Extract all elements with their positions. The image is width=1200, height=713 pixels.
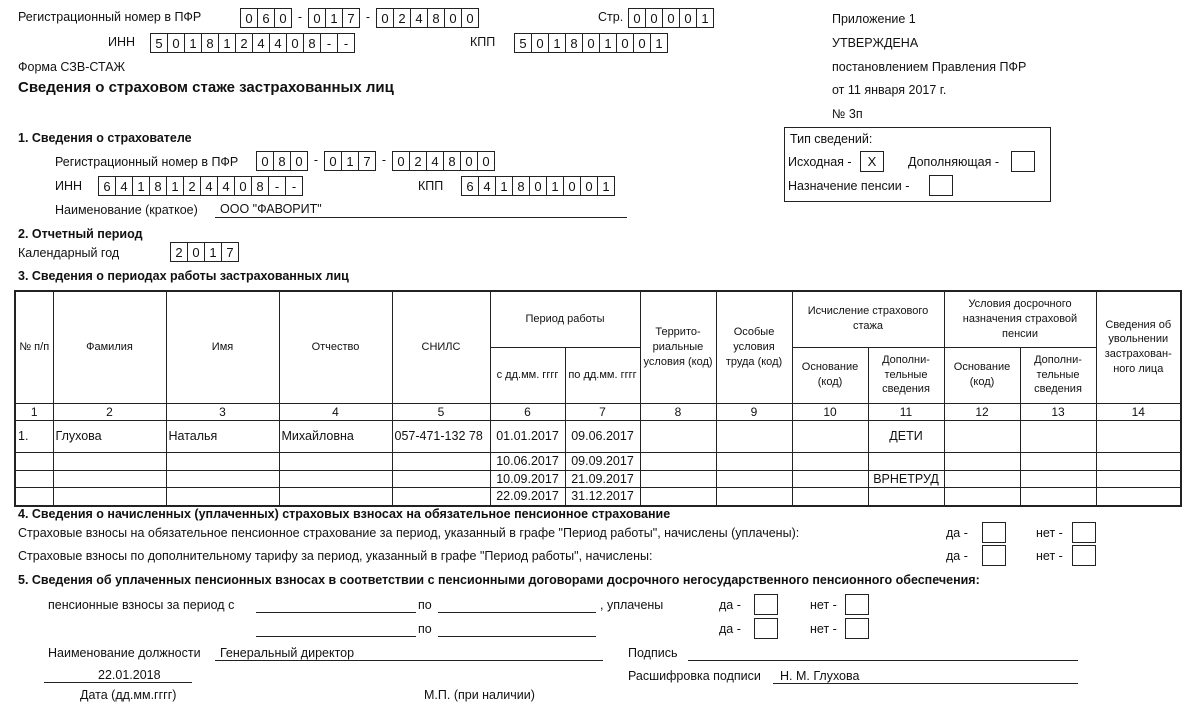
digit-cell: 0 — [287, 33, 304, 53]
digit-cell: 1 — [651, 33, 668, 53]
pension-label: Назначение пенсии - — [788, 179, 910, 193]
s4-no1-label: нет - — [1036, 526, 1063, 540]
digit-cell: 0 — [581, 176, 598, 196]
s1-name-value: ООО "ФАВОРИТ" — [220, 202, 322, 216]
digit-cell: 0 — [532, 33, 549, 53]
th-patronymic: Отчество — [279, 291, 392, 403]
digit-cell: 4 — [479, 176, 496, 196]
s4-no2-label: нет - — [1036, 549, 1063, 563]
additional-label: Дополняющая - — [908, 155, 999, 169]
cell-to[interactable]: 09.06.2017 — [565, 420, 640, 452]
th-early-extra: Дополни-тельные сведения — [1020, 347, 1096, 403]
table-row — [15, 488, 1181, 506]
digit-cell: 1 — [598, 176, 615, 196]
digit-cell: 7 — [343, 8, 360, 28]
digit-cell: 0 — [461, 151, 478, 171]
digit-cell: 8 — [304, 33, 321, 53]
digit-cell: 4 — [270, 33, 287, 53]
appendix-line-1: Приложение 1 — [832, 12, 916, 26]
s4-yes1-label: да - — [946, 526, 968, 540]
s5-yes2-checkbox[interactable] — [754, 618, 778, 639]
cell-calc-extra[interactable]: ВРНЕТРУД — [868, 470, 944, 488]
cell-to[interactable]: 21.09.2017 — [565, 470, 640, 488]
digit-cell: 6 — [258, 8, 275, 28]
digit-cell: 1 — [547, 176, 564, 196]
column-number: 13 — [1020, 403, 1096, 420]
digit-cell: 4 — [116, 176, 133, 196]
cell-patronymic[interactable]: Михайловна — [279, 420, 392, 452]
digit-cell: 1 — [167, 176, 184, 196]
digit-cell: 0 — [680, 8, 697, 28]
th-snils: СНИЛС — [392, 291, 490, 403]
digit-cell: 0 — [462, 8, 479, 28]
digit-cell: 6 — [98, 176, 116, 196]
initial-checkbox[interactable]: X — [860, 151, 884, 172]
digit-cell: 2 — [236, 33, 253, 53]
digit-cell: 8 — [150, 176, 167, 196]
digit-cell: 4 — [427, 151, 444, 171]
digit-cell: 0 — [291, 151, 308, 171]
digit-cell: 0 — [628, 8, 646, 28]
additional-checkbox[interactable] — [1011, 151, 1035, 172]
digit-cell: 4 — [411, 8, 428, 28]
digit-cell: - — [269, 176, 286, 196]
s4-yes1-checkbox[interactable] — [982, 522, 1006, 543]
cell-from[interactable]: 10.09.2017 — [490, 470, 565, 488]
digit-cell: 0 — [240, 8, 258, 28]
digit-cell: 8 — [444, 151, 461, 171]
top-inn-label: ИНН — [108, 35, 136, 49]
position-label: Наименование должности — [48, 646, 201, 660]
digit-cell: 5 — [150, 33, 168, 53]
cell-dismissal[interactable] — [1096, 420, 1181, 452]
cell-early-basis[interactable] — [944, 420, 1020, 452]
section1-heading: 1. Сведения о страхователе — [18, 131, 192, 145]
top-reg-number[interactable]: 0 6 0 - 0 1 7 - 0 2 4 8 0 0 — [240, 8, 479, 28]
s5-yes1-label: да - — [719, 598, 741, 612]
digit-cell: 1 — [342, 151, 359, 171]
s5-to-field-2[interactable] — [438, 621, 596, 637]
section3-heading: 3. Сведения о периодах работы застрахованных лиц — [18, 269, 349, 283]
th-early-basis: Основание (код) — [944, 347, 1020, 403]
column-number: 12 — [944, 403, 1020, 420]
s4-no1-checkbox[interactable] — [1072, 522, 1096, 543]
decode-value: Н. М. Глухова — [780, 669, 860, 683]
s5-period-label: пенсионные взносы за период с — [48, 598, 235, 612]
column-number: 10 — [792, 403, 868, 420]
table-row — [15, 420, 1181, 452]
s5-yes1-checkbox[interactable] — [754, 594, 778, 615]
digit-cell: 1 — [185, 33, 202, 53]
column-number: 6 — [490, 403, 565, 420]
digit-cell: 6 — [461, 176, 479, 196]
digit-cell: 2 — [410, 151, 427, 171]
s5-to-label-1: по — [418, 598, 432, 612]
s1-kpp-label: КПП — [418, 179, 444, 193]
s5-no2-label: нет - — [810, 622, 837, 636]
cell-from[interactable]: 22.09.2017 — [490, 488, 565, 506]
th-special: Особые условия труда (код) — [716, 291, 792, 403]
digit-cell: 4 — [253, 33, 270, 53]
section5-heading: 5. Сведения об уплаченных пенсионных взносах в соответствии с пенсионными договорами досрочного негосударственного пенсионного обеспечения: — [18, 573, 980, 587]
digit-cell: 8 — [513, 176, 530, 196]
th-period: Период работы — [490, 291, 640, 347]
work-periods-table — [14, 290, 1182, 507]
digit-cell: 4 — [218, 176, 235, 196]
appendix-line-4: от 11 января 2017 г. — [832, 83, 947, 97]
column-number: 3 — [166, 403, 279, 420]
digit-cell: 0 — [564, 176, 581, 196]
digit-cell: 0 — [634, 33, 651, 53]
digit-cell: 8 — [428, 8, 445, 28]
column-number: 2 — [53, 403, 166, 420]
th-calc-basis: Основание (код) — [792, 347, 868, 403]
digit-cell: 8 — [274, 151, 291, 171]
digit-cell: 0 — [646, 8, 663, 28]
digit-cell: 1 — [600, 33, 617, 53]
digit-cell: - — [286, 176, 303, 196]
s4-line2: Страховые взносы по дополнительному тарифу за период, указанный в графе "Период работы", начислены: — [18, 549, 653, 563]
digit-cell: 7 — [222, 242, 239, 262]
cell-territorial[interactable] — [640, 420, 716, 452]
digit-cell: 0 — [324, 151, 342, 171]
cell-to[interactable]: 09.09.2017 — [565, 452, 640, 470]
section4-heading: 4. Сведения о начисленных (уплаченных) страховых взносах на обязательное пенсионное страхование — [18, 507, 671, 521]
digit-cell: 0 — [235, 176, 252, 196]
cell-snils[interactable]: 057-471-132 78 — [392, 420, 490, 452]
signature-label: Подпись — [628, 646, 678, 660]
digit-cell: 1 — [496, 176, 513, 196]
digit-cell: 0 — [188, 242, 205, 262]
cell-calc-extra[interactable] — [868, 452, 944, 470]
page-title: Сведения о страховом стаже застрахованных лиц — [18, 79, 394, 96]
digit-cell: 0 — [275, 8, 292, 28]
th-calc: Исчисление страхового стажа — [792, 291, 944, 347]
stamp-label: М.П. (при наличии) — [424, 688, 535, 702]
appendix-line-3: постановлением Правления ПФР — [832, 60, 1027, 74]
page-label: Стр. — [598, 10, 624, 24]
s1-name-label: Наименование (краткое) — [55, 203, 198, 217]
year-cells[interactable] — [170, 242, 239, 262]
column-number: 11 — [868, 403, 944, 420]
pension-checkbox[interactable] — [929, 175, 953, 196]
s1-inn[interactable] — [98, 176, 303, 196]
s1-inn-label: ИНН — [55, 179, 83, 193]
top-inn[interactable] — [150, 33, 355, 53]
column-number: 9 — [716, 403, 792, 420]
s4-no2-checkbox[interactable] — [1072, 545, 1096, 566]
s5-from-field-1[interactable] — [256, 597, 416, 613]
th-early: Условия досрочного назначения страховой пенсии — [944, 291, 1096, 347]
top-kpp[interactable] — [514, 33, 668, 53]
s5-to-label-2: по — [418, 622, 432, 636]
top-reg-label: Регистрационный номер в ПФР — [18, 10, 202, 24]
cell-special[interactable] — [716, 420, 792, 452]
s5-paid-label: , уплачены — [600, 598, 664, 612]
th-surname: Фамилия — [53, 291, 166, 403]
cell-num[interactable]: 1. — [15, 420, 53, 452]
appendix-line-5: № 3п — [832, 107, 863, 121]
cell-calc-extra[interactable]: ДЕТИ — [868, 420, 944, 452]
date-label: Дата (дд.мм.гггг) — [80, 688, 177, 702]
digit-cell: 8 — [566, 33, 583, 53]
digit-cell: 2 — [394, 8, 411, 28]
digit-cell: 0 — [256, 151, 274, 171]
cell-surname[interactable]: Глухова — [53, 420, 166, 452]
cell-calc-basis[interactable] — [792, 420, 868, 452]
cell-from[interactable]: 01.01.2017 — [490, 420, 565, 452]
digit-cell: 0 — [445, 8, 462, 28]
form-label: Форма СЗВ-СТАЖ — [18, 60, 126, 74]
th-num: № п/п — [15, 291, 53, 403]
digit-cell: 1 — [219, 33, 236, 53]
th-to: по дд.мм. гггг — [565, 347, 640, 403]
digit-cell: 7 — [359, 151, 376, 171]
digit-cell: 0 — [308, 8, 326, 28]
cell-early-extra[interactable] — [1020, 420, 1096, 452]
column-number: 8 — [640, 403, 716, 420]
page-number[interactable] — [628, 8, 714, 28]
digit-cell: - — [338, 33, 355, 53]
s1-reg-number[interactable]: 0 8 0 - 0 1 7 - 0 2 4 8 0 0 — [256, 151, 495, 171]
digit-cell: 4 — [201, 176, 218, 196]
cell-calc-extra[interactable] — [868, 488, 944, 506]
s5-no1-label: нет - — [810, 598, 837, 612]
s1-kpp[interactable] — [461, 176, 615, 196]
digit-cell: 8 — [202, 33, 219, 53]
digit-cell: 2 — [184, 176, 201, 196]
s4-line1: Страховые взносы на обязательное пенсионное страхование за период, указанный в графе "Период работы", начислены (уплачены): — [18, 526, 800, 540]
digit-cell: 0 — [168, 33, 185, 53]
s5-from-field-2[interactable] — [256, 621, 416, 637]
digit-cell: 0 — [583, 33, 600, 53]
column-number: 7 — [565, 403, 640, 420]
cell-to[interactable]: 31.12.2017 — [565, 488, 640, 506]
appendix-line-2: УТВЕРЖДЕНА — [832, 36, 919, 50]
digit-cell: 2 — [170, 242, 188, 262]
cell-from[interactable]: 10.06.2017 — [490, 452, 565, 470]
digit-cell: 0 — [478, 151, 495, 171]
s5-no2-checkbox[interactable] — [845, 618, 869, 639]
s5-to-field-1[interactable] — [438, 597, 596, 613]
decode-label: Расшифровка подписи — [628, 669, 761, 683]
th-dismissal: Сведения об увольнении застрахован-ного лица — [1096, 291, 1181, 403]
digit-cell: 8 — [252, 176, 269, 196]
s4-yes2-checkbox[interactable] — [982, 545, 1006, 566]
date-value: 22.01.2018 — [98, 668, 161, 682]
s5-yes2-label: да - — [719, 622, 741, 636]
digit-cell: 1 — [133, 176, 150, 196]
column-number: 4 — [279, 403, 392, 420]
digit-cell: 0 — [663, 8, 680, 28]
digit-cell: - — [321, 33, 338, 53]
th-from: с дд.мм. гггг — [490, 347, 565, 403]
digit-cell: 1 — [697, 8, 714, 28]
info-type-title: Тип сведений: — [790, 132, 873, 146]
s4-yes2-label: да - — [946, 549, 968, 563]
column-numbers-row — [15, 403, 1181, 420]
position-value: Генеральный директор — [220, 646, 355, 660]
initial-label: Исходная - — [788, 155, 852, 169]
table-row — [15, 452, 1181, 470]
top-kpp-label: КПП — [470, 35, 496, 49]
th-name: Имя — [166, 291, 279, 403]
digit-cell: 0 — [376, 8, 394, 28]
column-number: 1 — [15, 403, 53, 420]
section2-heading: 2. Отчетный период — [18, 227, 143, 241]
digit-cell: 0 — [530, 176, 547, 196]
signature-field[interactable] — [688, 644, 1078, 661]
digit-cell: 5 — [514, 33, 532, 53]
column-number: 5 — [392, 403, 490, 420]
th-territorial: Террито-риальные условия (код) — [640, 291, 716, 403]
digit-cell: 1 — [549, 33, 566, 53]
year-label: Календарный год — [18, 246, 120, 260]
digit-cell: 1 — [205, 242, 222, 262]
th-calc-extra: Дополни-тельные сведения — [868, 347, 944, 403]
digit-cell: 0 — [617, 33, 634, 53]
s5-no1-checkbox[interactable] — [845, 594, 869, 615]
cell-name[interactable]: Наталья — [166, 420, 279, 452]
column-number: 14 — [1096, 403, 1181, 420]
s1-reg-label: Регистрационный номер в ПФР — [55, 155, 239, 169]
table-row — [15, 470, 1181, 488]
digit-cell: 0 — [392, 151, 410, 171]
digit-cell: 1 — [326, 8, 343, 28]
